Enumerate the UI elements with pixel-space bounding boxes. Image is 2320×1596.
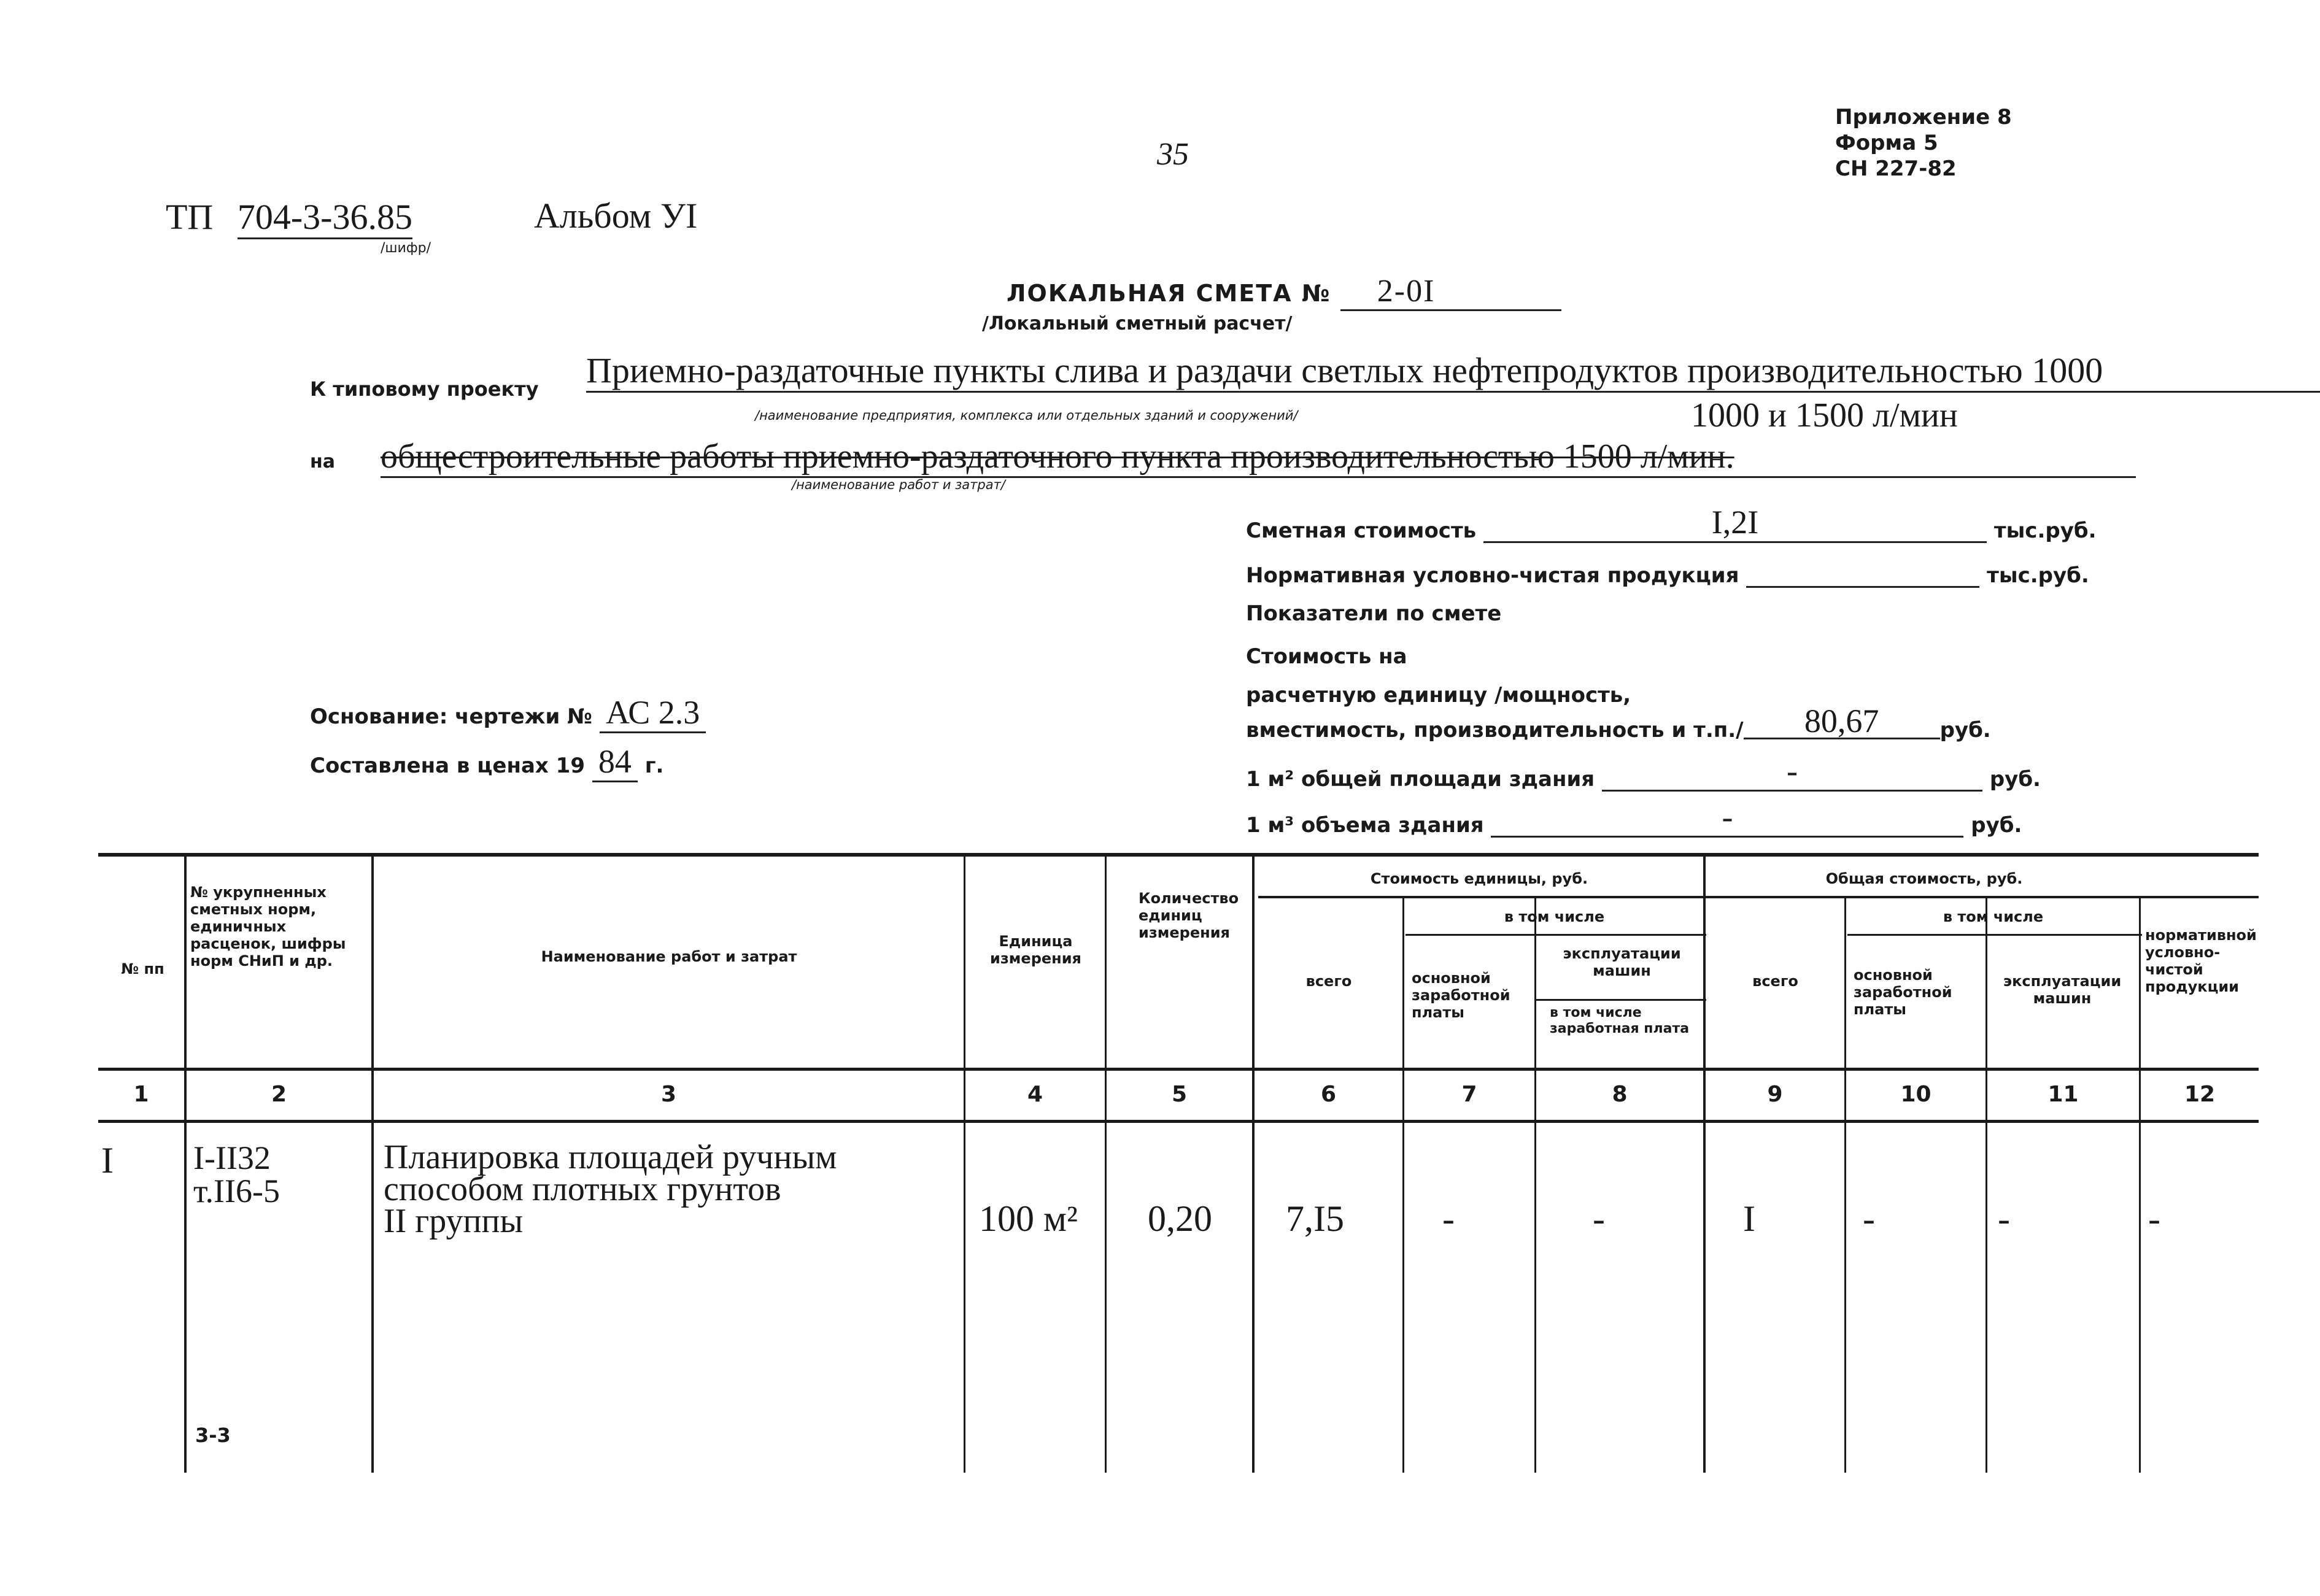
area-label: 1 м² общей площади здания [1246,767,1595,792]
col-divider-9 [1844,896,1846,1473]
estimated-cost-value: I,2I [1483,503,1987,543]
normative-value [1746,561,1979,588]
album-label: Альбом УI [534,196,698,236]
normative-unit: тыс.руб. [1987,563,2089,588]
row-unit-wage: - [1442,1198,1455,1239]
row-total-normative: - [2148,1198,2160,1239]
col-number-4: 4 [1027,1082,1043,1107]
appendix-line: Приложение 8 [1835,105,2012,129]
col-divider-10 [1986,896,1987,1473]
estimate-subtitle: /Локальный сметный расчет/ [982,313,1293,334]
header-col-2: № укрупненных сметных норм, единичных расценок, шифры норм СНиП и др. [190,884,346,970]
row-number: I [101,1140,114,1181]
appendix-block [1835,104,2012,182]
col-divider-5 [1252,853,1255,1473]
area-row [1246,752,2041,792]
header-col-11: эксплуатации машин [2003,973,2122,1007]
header-col-9: всего [1752,973,1798,990]
row-unit-total: 7,I5 [1286,1198,1344,1239]
row-work-name-3: II группы [384,1202,524,1240]
col-divider-11 [2139,896,2141,1473]
table-sub-border-2 [1847,934,2142,936]
col-number-12: 12 [2184,1082,2216,1107]
unit-label-1: расчетную единицу /мощность, [1246,683,1631,707]
prices-year: 84 [592,742,638,782]
normative-label: Нормативная условно-чистая продукция [1246,563,1739,588]
header-col-5: Количество единиц измерения [1139,890,1239,941]
header-col-4: Единица измерения [990,933,1081,967]
row-work-name-2: способом плотных грунтов [384,1170,781,1208]
form-line: Форма 5 [1835,131,1938,155]
col-number-6: 6 [1320,1082,1337,1107]
col-number-10: 10 [1900,1082,1931,1107]
estimated-cost-unit: тыс.руб. [1993,519,2097,543]
col-number-3: 3 [660,1082,677,1107]
normative-row [1246,561,2089,588]
works-name: общестроительные работы приемно-раздаточного пункта производительностью 1500 л/мин. [381,437,2136,478]
header-col-12: нормативной условно-чистой продукции [2145,927,2257,995]
volume-currency: руб. [1971,813,2022,838]
table-group-border [1258,896,2259,898]
col-number-9: 9 [1767,1082,1783,1107]
estimate-title [1007,273,1561,311]
row-total-machine: - [1998,1198,2010,1239]
prices-label: Составлена в ценах 19 [310,754,585,778]
row-quantity: 0,20 [1148,1198,1212,1239]
row-code [193,1141,280,1208]
col-number-1: 1 [133,1082,149,1107]
header-col-10: основной заработной платы [1854,966,1952,1018]
row-code-2: т.II6-5 [193,1173,280,1209]
row-total: I [1743,1198,1755,1239]
col-divider-8 [1703,853,1706,1473]
header-including-2: в том числе [1943,908,2044,925]
row-total-wage: - [1863,1198,1875,1239]
table-header-border [98,1068,2259,1071]
volume-label: 1 м³ объема здания [1246,813,1484,838]
cipher-caption: /шифр/ [381,241,431,256]
unit-cost-value: 80,67 [1744,704,1940,739]
table-sub-border-1 [1406,934,1706,936]
col-number-2: 2 [271,1082,287,1107]
prices-row [310,742,663,782]
table-top-border [98,853,2259,857]
row-work-name-1: Планировка площадей ручным [384,1138,837,1176]
project-code-prefix: ТП [166,197,214,237]
cost-per-label: Стоимость на [1246,644,1407,669]
col-divider-7 [1534,896,1536,1473]
basis-row [310,693,706,733]
estimated-cost-label: Сметная стоимость [1246,519,1477,543]
header-col-1: № пп [121,960,164,977]
header-col-3: Наименование работ и затрат [541,948,797,965]
col-number-11: 11 [2047,1082,2079,1107]
project-label: К типовому проекту [310,377,539,401]
sheet-mark: 3-3 [195,1424,231,1447]
estimate-number: 2-0I [1340,273,1561,311]
basis-value: АС 2.3 [600,693,706,733]
col-divider-4 [1105,853,1107,1473]
area-value: - [1602,752,1982,792]
col-divider-6 [1402,896,1404,1473]
row-code-1: I-II32 [193,1139,271,1176]
col-number-8: 8 [1612,1082,1628,1107]
header-col-6: всего [1305,973,1352,990]
unit-label-2: вместимость, производительность и т.п./ [1246,718,1744,742]
works-caption: /наименование работ и затрат/ [792,477,1005,492]
header-col-8: эксплуатации машин [1563,945,1681,979]
header-col-7: основной заработной платы [1412,970,1510,1021]
col-divider-3 [964,853,965,1473]
col-number-5: 5 [1171,1082,1188,1107]
unit-cost-currency: руб. [1939,718,1991,742]
row-unit: 100 м² [979,1198,1078,1239]
basis-label: Основание: чертежи № [310,704,593,729]
header-col-8b: в том числе заработная плата [1550,1005,1690,1036]
project-code [166,196,431,256]
row-unit-machine: - [1593,1198,1605,1239]
project-caption: /наименование предприятия, комплекса или отдельных зданий и сооружений/ [755,408,1298,423]
volume-row [1246,798,2022,838]
area-currency: руб. [1989,767,2041,792]
indicators-label: Показатели по смете [1246,601,1502,626]
estimated-cost-row [1246,503,2097,543]
volume-value: - [1491,798,1963,838]
table-sub-border-3 [1534,999,1706,1001]
works-label: на [310,451,335,472]
header-total-cost: Общая стоимость, руб. [1825,870,2023,887]
page-number: 35 [1157,137,1189,172]
col-number-7: 7 [1461,1082,1477,1107]
unit-cost-row [1246,683,1991,742]
col-divider-2 [371,853,374,1473]
col-divider-1 [184,853,187,1473]
table-numbers-border [98,1120,2259,1123]
project-name-continued: 1000 и 1500 л/мин [1691,396,1958,434]
header-including: в том числе [1504,908,1605,925]
standard-line: СН 227-82 [1835,156,1957,181]
project-code-value: 704-3-36.85 [238,196,412,239]
project-name: Приемно-раздаточные пункты слива и раздачи светлых нефтепродуктов производительностью 1000 [586,350,2320,393]
prices-suffix: г. [644,754,664,778]
header-unit-cost: Стоимость единицы, руб. [1370,870,1588,887]
estimate-title-label: ЛОКАЛЬНАЯ СМЕТА № [1007,280,1331,307]
row-work-name [384,1138,837,1240]
